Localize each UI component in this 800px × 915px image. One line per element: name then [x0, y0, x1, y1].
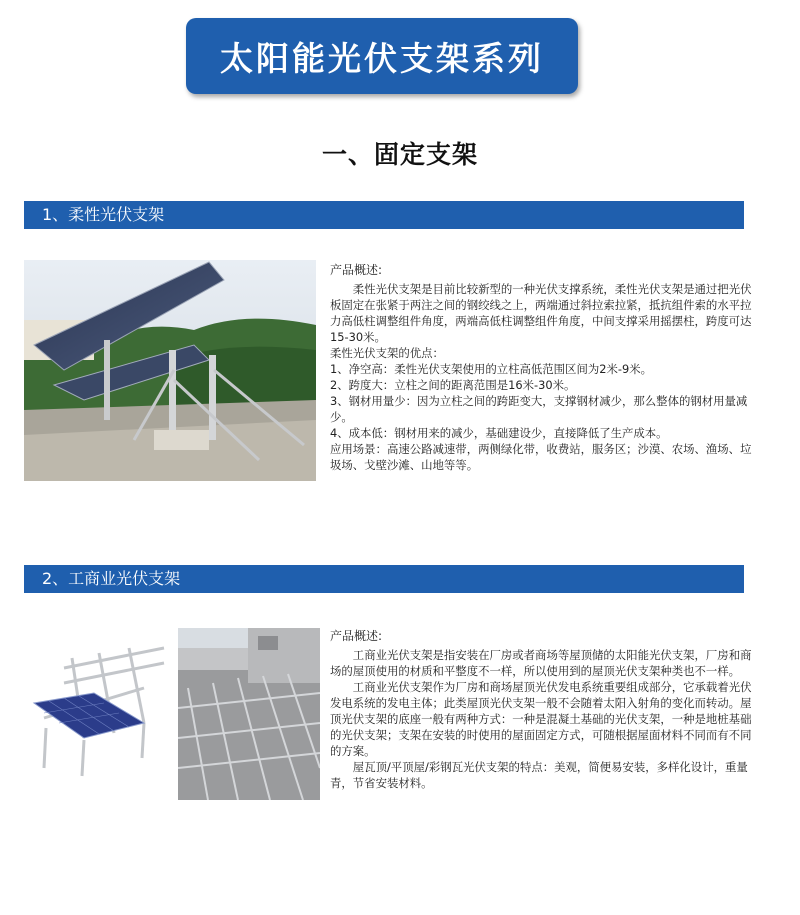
section-bar-commercial: 2、工商业光伏支架	[24, 565, 744, 593]
overview-paragraph: 屋瓦顶/平顶屋/彩钢瓦光伏支架的特点：美观，简便易安装，多样化设计，重量青，节省安装材料。	[330, 760, 748, 790]
title-banner	[186, 18, 578, 94]
overview-paragraph: 工商业光伏支架是指安装在厂房或者商场等屋顶储的太阳能光伏支架，厂房和商场的屋顶使用的材质和平整度不一样，所以使用到的屋顶光伏支架种类也不一样。	[330, 648, 752, 678]
flexible-mount-photo	[24, 260, 316, 481]
rack-render-photo	[24, 628, 166, 780]
advantage-item: 1、净空高：柔性光伏支架使用的立柱高低范围区间为2米-9米。	[330, 362, 653, 376]
overview-heading: 产品概述:	[330, 263, 383, 277]
application-scenarios: 应用场景：高速公路减速带，两侧绿化带，收费站，服务区；沙漠、农场、渔场、垃圾场、戈壁沙滩、山地等等。	[330, 442, 752, 472]
advantage-item: 2、跨度大：立柱之间的距离范围是16米-30米。	[330, 378, 576, 392]
overview-heading: 产品概述:	[330, 629, 383, 643]
advantage-item: 4、成本低：钢材用来的减少，基础建设少，直接降低了生产成本。	[330, 426, 668, 440]
commercial-mount-description	[330, 628, 755, 791]
overview-intro: 柔性光伏支架是目前比较新型的一种光伏支撑系统，柔性光伏支架是通过把光伏板固定在张紧于两注之间的钢绞线之上，两端通过斜拉索拉紧，抵抗组件索的水平拉力高低柱调整组件角度，两端高低柱调整组件角度，中间支撑采用摇摆柱，跨度可达15-30米。	[330, 282, 752, 344]
rooftop-rack-photo	[178, 628, 320, 800]
advantages-title: 柔性光伏支架的优点：	[330, 346, 444, 360]
main-heading: 一、固定支架	[321, 140, 478, 169]
section-bar-flexible: 1、柔性光伏支架	[24, 201, 744, 229]
overview-paragraph: 工商业光伏支架作为厂房和商场屋顶光伏发电系统重要组成部分，它承载着光伏发电系统的发电主体；此类屋顶光伏支架一般不会随着太阳入射角的变化而转动。屋顶光伏支架的底座一般有两种方式：一种是混凝土基础的光伏支架，一种是地桩基础的光伏支架；支架在安装的时使用的屋面固定方式，可随根据屋面材料不同而有不同的方案。	[330, 680, 752, 758]
advantage-item: 3、钢材用量少：因为立柱之间的跨距变大，支撑钢材减少，那么整体的钢材用量减少。	[330, 394, 748, 424]
flexible-mount-description	[330, 262, 755, 473]
banner-title: 太阳能光伏支架系列	[220, 38, 544, 78]
